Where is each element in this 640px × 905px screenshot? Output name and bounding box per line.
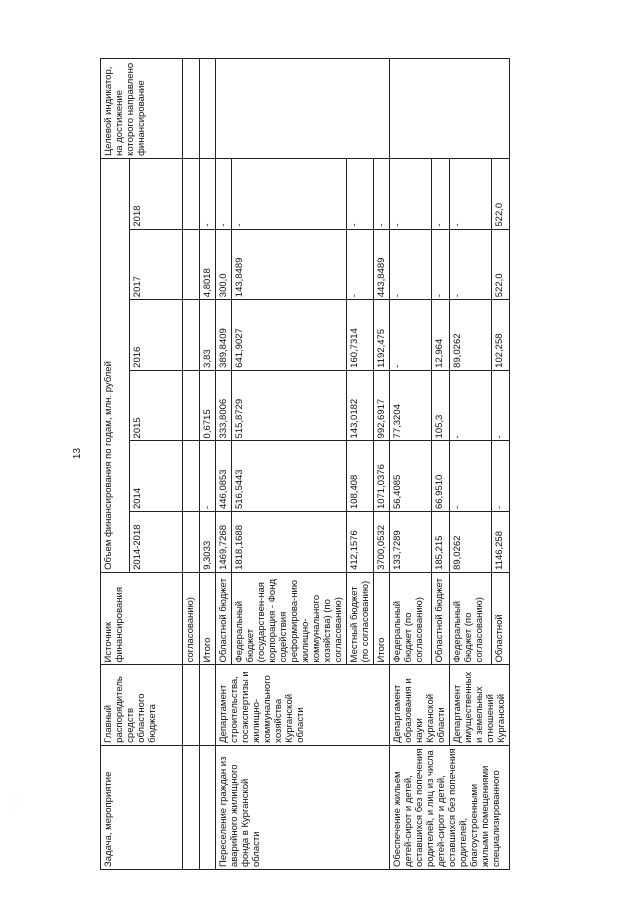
scan-artifact: · · · · · · · · · [12,795,23,813]
cell-value: 992,6917 [374,370,390,441]
cell-task [200,745,216,869]
rotated-table-wrapper [100,58,610,870]
cell-value: - [200,158,216,229]
header-year: 2018 [130,158,183,229]
cell-value: 3,83 [200,300,216,371]
cell-value: - [200,441,216,512]
cell-value: 3700,0532 [374,512,390,573]
header-volume: Объем финансирования по годам, млн. рублей [101,158,130,572]
cell-value: - [450,370,492,441]
cell-value: 522,0 [492,229,510,300]
table-row [200,59,216,870]
cell-admin: Департамент строительства, госэкспертизы и жилищно-коммунального хозяйства Курганской области [216,665,390,745]
cell-value [183,370,200,441]
cell-value: 515,8729 [232,370,347,441]
cell-value: 4,8018 [200,229,216,300]
cell-value: - [390,229,432,300]
cell-value: 446,0853 [216,441,232,512]
cell-value: - [450,441,492,512]
cell-value: - [347,229,374,300]
cell-source: Итого [374,572,390,665]
cell-value: 389,8409 [216,300,232,371]
cell-task: Переселение граждан из аварийного жилищного фонда в Курганской области [216,745,390,869]
cell-task: Обеспечение жильем детей-сирот и детей, оставшихся без попечения родителей, и лиц из числа детей-сирот и детей, оставшихся без попечения родителей, благоустроенными жилыми помещениями специализированного [390,745,510,869]
cell-value: - [492,370,510,441]
cell-value: - [432,229,450,300]
header-indicator: Целевой индикатор, на достижение которого направлено финансирование [101,59,183,159]
header-task: Задача, мероприятие [101,745,183,869]
cell-admin: Департамент образования и науки Курганской области [390,665,450,745]
cell-value: 300,0 [216,229,232,300]
cell-value: 1071,0376 [374,441,390,512]
cell-value: 522,0 [492,158,510,229]
page-number: 13 [72,447,84,460]
cell-value: 516,5443 [232,441,347,512]
cell-value [183,158,200,229]
cell-value: 108,408 [347,441,374,512]
cell-value: 1469,7268 [216,512,232,573]
header-row-1 [101,59,130,870]
cell-value: - [450,158,492,229]
cell-value: - [450,229,492,300]
cell-value: - [390,300,432,371]
cell-value: 102,258 [492,300,510,371]
cell-source: Областной бюджет [432,572,450,665]
header-year: 2017 [130,229,183,300]
cell-value: 333,8006 [216,370,232,441]
table-row [183,59,200,870]
cell-value: 185,215 [432,512,450,573]
cell-value: - [432,158,450,229]
cell-value: 160,7314 [347,300,374,371]
cell-value: - [232,158,347,229]
cell-value: 12,964 [432,300,450,371]
cell-indicator [390,59,510,159]
cell-source: Областной [492,572,510,665]
header-source: Источник финансирования [101,572,183,665]
cell-value: 133,7289 [390,512,432,573]
cell-value: 89,0262 [450,512,492,573]
cell-value: 105,3 [432,370,450,441]
cell-value: - [374,158,390,229]
cell-value [183,441,200,512]
cell-source: согласованию) [183,572,200,665]
cell-source: Областной бюджет [216,572,232,665]
cell-value: 412,1576 [347,512,374,573]
cell-value: 143,8489 [232,229,347,300]
cell-value [183,512,200,573]
header-year: 2016 [130,300,183,371]
cell-source: Итого [200,572,216,665]
cell-source: Федеральный бюджет (по согласованию) [450,572,492,665]
cell-value: - [492,441,510,512]
cell-value: 443,8489 [374,229,390,300]
cell-admin: Департамент имущественных и земельных отношений Курганской [450,665,510,745]
cell-value: 9,3033 [200,512,216,573]
cell-admin [183,665,200,745]
cell-value: 89,0262 [450,300,492,371]
header-year: 2015 [130,370,183,441]
cell-value: 66,9510 [432,441,450,512]
cell-source: Местный бюджет (по согласованию) [347,572,374,665]
cell-value [183,300,200,371]
cell-value: 77,3204 [390,370,432,441]
header-year: 2014 [130,441,183,512]
cell-value: - [347,158,374,229]
cell-admin [200,665,216,745]
cell-value: 143,0182 [347,370,374,441]
cell-indicator [200,59,216,159]
financing-table [100,58,510,870]
cell-value: - [216,158,232,229]
cell-value [183,229,200,300]
cell-source: Федеральный бюджет (по согласованию) [390,572,432,665]
cell-source: Федеральный бюджет (государствен-ная корпорация - Фонд содействия реформирова-нию жилищно-коммунального хозяйства) (по согласованию) [232,572,347,665]
header-administrator: Главный распорядитель средств областного бюджета [101,665,183,745]
cell-value: 641,9027 [232,300,347,371]
cell-value: 1818,1688 [232,512,347,573]
cell-value: 56,4085 [390,441,432,512]
cell-value: 0,6715 [200,370,216,441]
cell-indicator [216,59,390,159]
cell-value: 1192,475 [374,300,390,371]
table-row [390,59,432,870]
cell-indicator [183,59,200,159]
table-row [216,59,232,870]
cell-task [183,745,200,869]
cell-value: 1146,258 [492,512,510,573]
header-year: 2014-2018 [130,512,183,573]
cell-value: - [390,158,432,229]
